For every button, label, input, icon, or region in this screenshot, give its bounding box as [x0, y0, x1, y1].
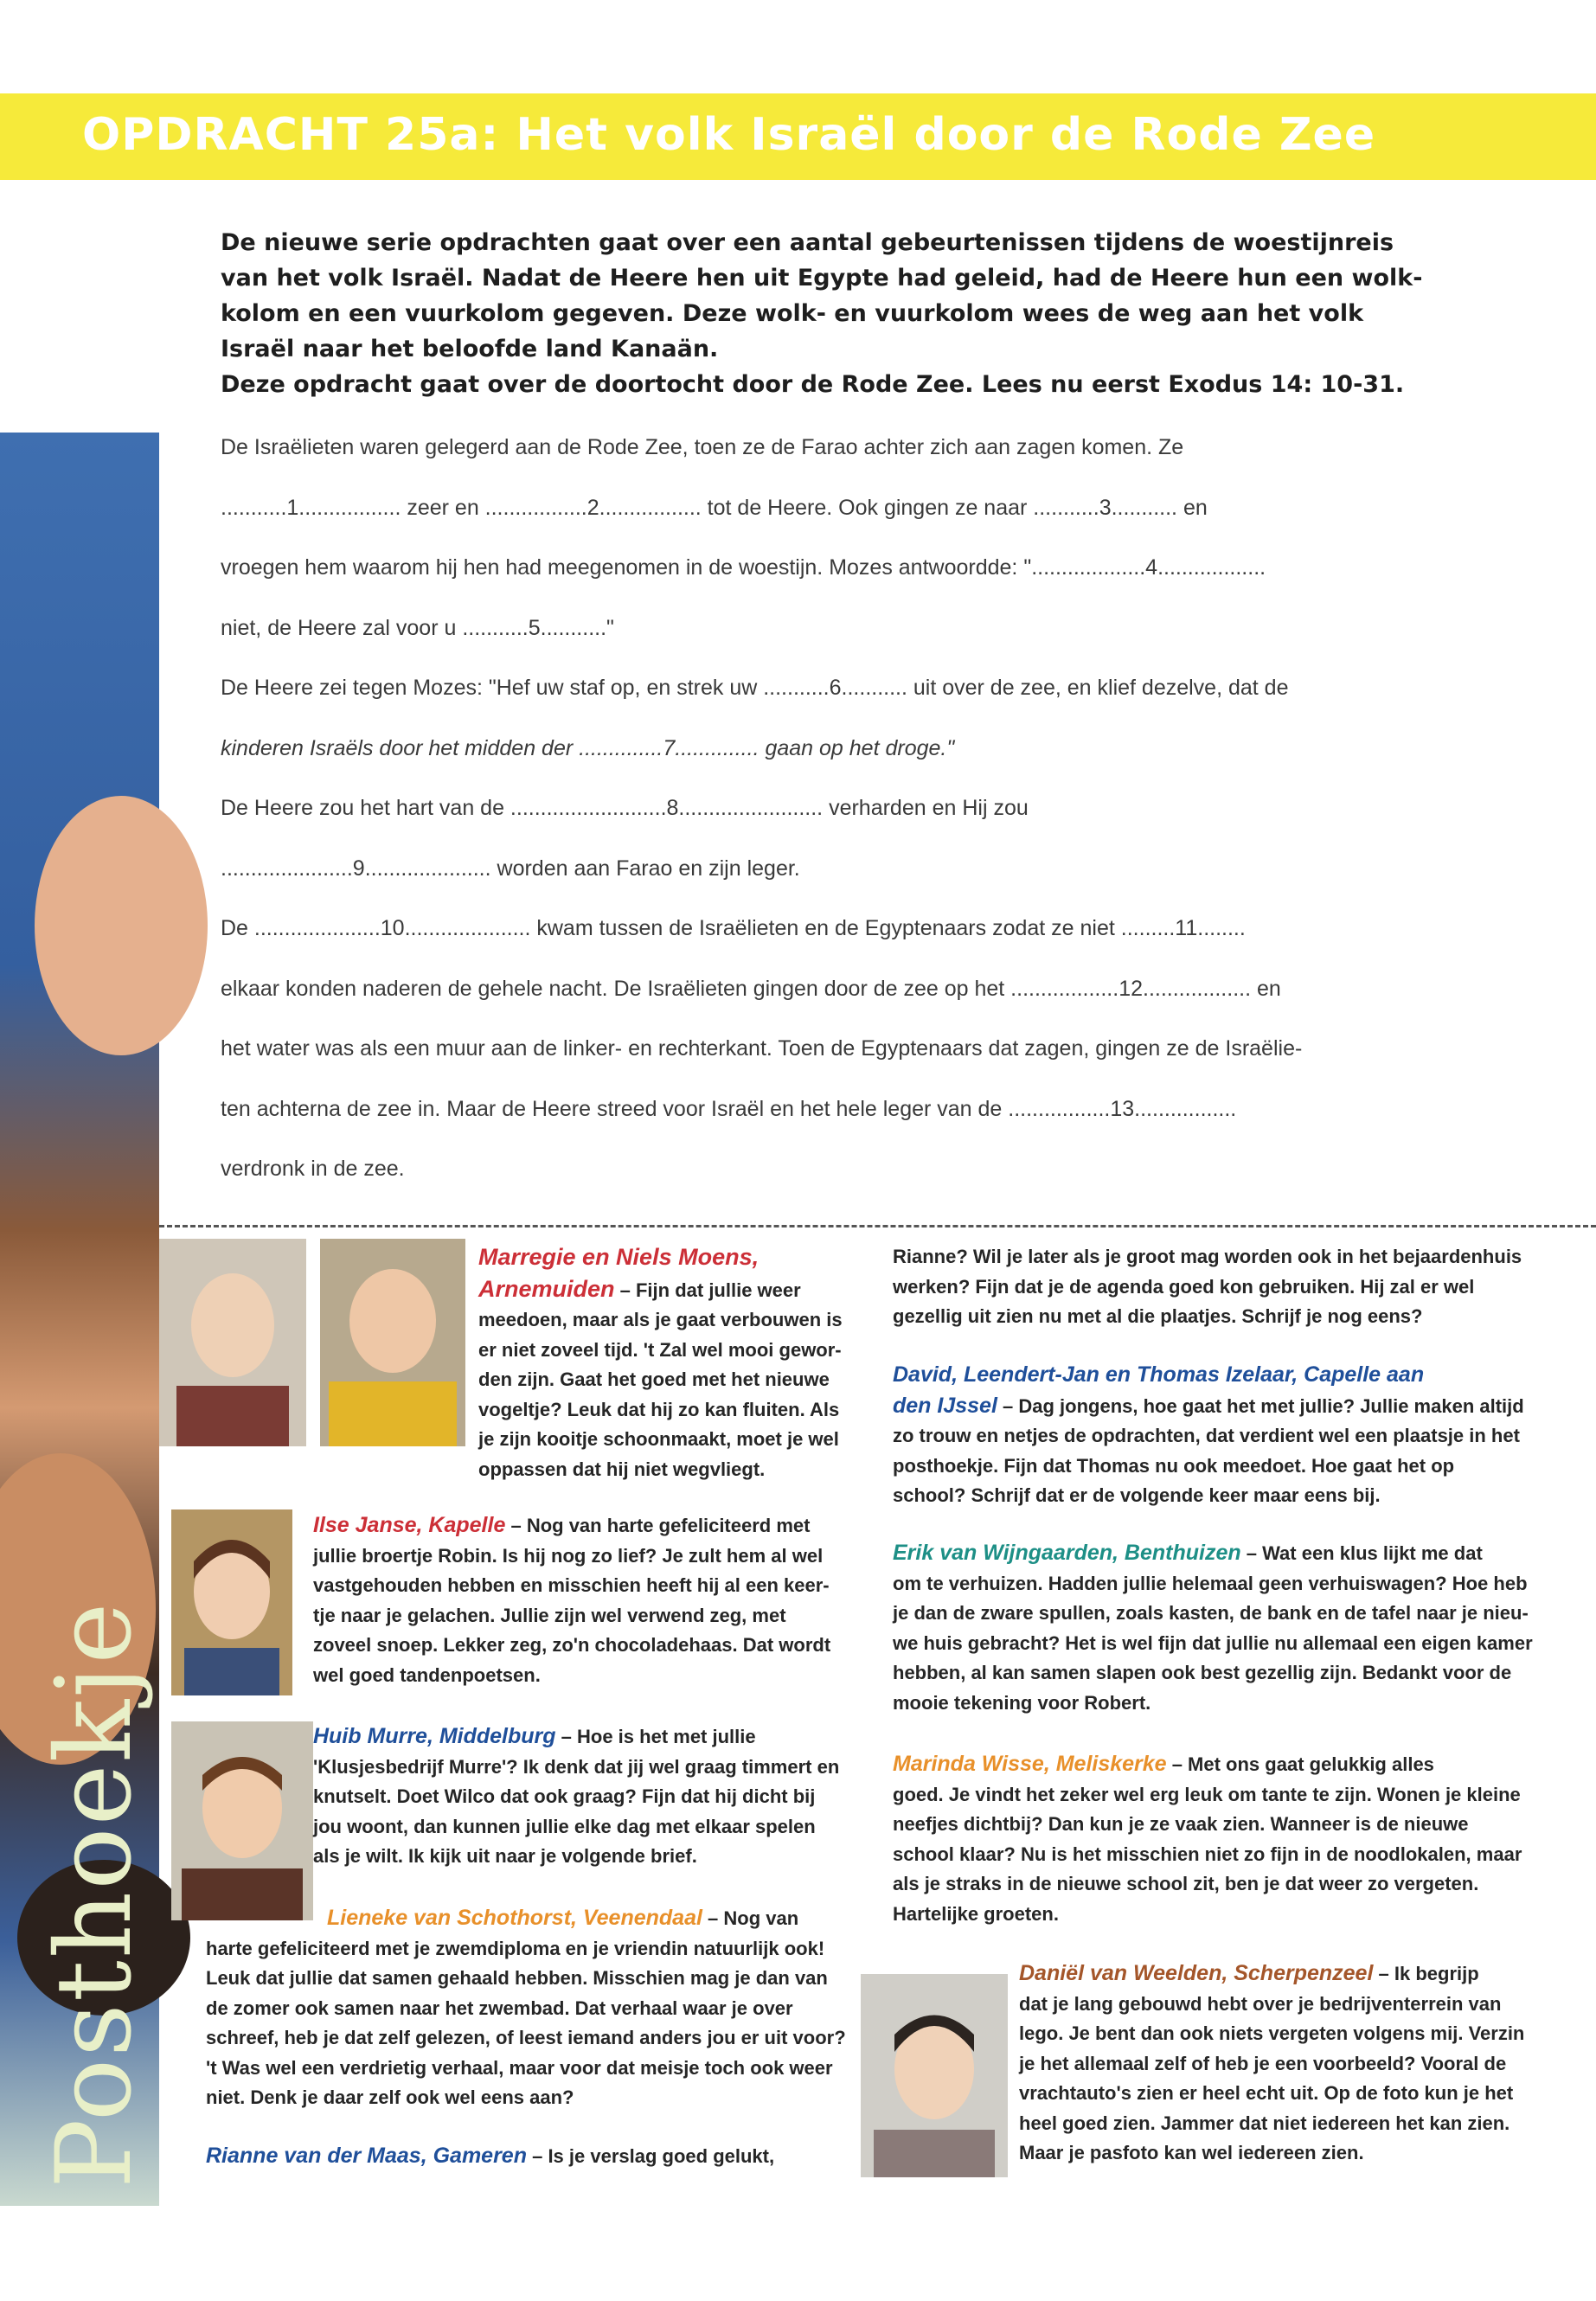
intro-line: Deze opdracht gaat over de doortocht door de Rode Zee. Lees nu eerst Exodus 14: 10-31.	[221, 371, 1405, 398]
letter-text: – Ik begrijp	[1373, 1963, 1479, 1984]
letter-line	[206, 1903, 863, 1934]
letter-line: hebben, al kan samen slapen ook best gezellig zijn. Bedankt voor de	[893, 1662, 1512, 1683]
letter-author: Erik van Wijngaarden, Benthuizen	[893, 1541, 1241, 1565]
letter-line: zo trouw en netjes de opdrachten, dat verdient wel een plaatsje in het	[893, 1425, 1520, 1446]
exercise-line: De Israëlieten waren gelegerd aan de Rode Zee, toen ze de Farao achter zich aan zagen komen. Ze	[221, 435, 1184, 459]
exercise-line: kinderen Israëls door het midden der ..............7.............. gaan op het droge."	[221, 735, 955, 760]
exercise-line: ten achterna de zee in. Maar de Heere streed voor Israël en het hele leger van de .................13.................	[221, 1096, 1237, 1121]
letter-text: – Dag jongens, hoe gaat het met jullie? Jullie maken altijd	[997, 1394, 1524, 1417]
letter-line: gezellig uit zien nu met al die plaatjes. Schrijf je nog eens?	[893, 1305, 1423, 1327]
letter-author: Rianne van der Maas, Gameren	[206, 2144, 527, 2168]
letter-author: den IJssel	[893, 1393, 997, 1418]
letter-text: – Fijn dat jullie weer	[614, 1279, 801, 1301]
letter-line: goed. Je vindt het zeker wel erg leuk om tante te zijn. Wonen je kleine	[893, 1783, 1521, 1805]
letter-line: oppassen dat hij niet wegvliegt.	[478, 1458, 766, 1480]
letter-line: mooie tekening voor Robert.	[893, 1691, 1151, 1714]
letter-line: school? Schrijf dat er de volgende keer maar eens bij.	[893, 1484, 1381, 1506]
letter-line: jou woont, dan kunnen jullie elke dag met elkaar spelen	[313, 1815, 816, 1837]
intro-line: De nieuwe serie opdrachten gaat over een aantal gebeurtenissen tijdens de woestijnreis	[221, 229, 1394, 256]
letter-line	[893, 1538, 1559, 1569]
letter-line: dat je lang gebouwd hebt over je bedrijventerrein van	[1019, 1992, 1502, 2015]
letter-line: knutselt. Doet Wilco dat ook graag? Fijn dat hij dicht bij	[313, 1785, 816, 1807]
letter-rianne-van-der-maas	[893, 1242, 1559, 1332]
letter-line	[206, 2141, 863, 2172]
letter-author: Marregie en Niels Moens,	[478, 1244, 760, 1270]
letter-line: als je wilt. Ik kijk uit naar je volgende brief.	[313, 1845, 697, 1867]
letter-line: je het allemaal zelf of heb je een voorbeeld? Vooral de	[1019, 2052, 1507, 2074]
exercise-line: het water was als een muur aan de linker- en rechterkant. Toen de Egyptenaars dat zagen, gingen ze de Israëlie-	[221, 1036, 1303, 1061]
letter-author: Huib Murre, Middelburg	[313, 1724, 556, 1748]
letter-line: je dan de zware spullen, zoals kasten, de bank en de tafel naar je nieu-	[893, 1602, 1529, 1624]
child-photo	[171, 1721, 313, 1920]
letter-line: 'Klusjesbedrijf Murre'? Ik denk dat jij wel graag timmert en	[313, 1755, 840, 1778]
letter-author: David, Leendert-Jan en Thomas Izelaar, Capelle aan	[893, 1362, 1425, 1387]
letter-text: – Nog van harte gefeliciteerd met	[505, 1515, 811, 1536]
exercise-line: De Heere zei tegen Mozes: "Hef uw staf op, en strek uw ...........6........... uit over de zee, en klief dezelve, dat de	[221, 676, 1289, 700]
letter-line	[313, 1510, 858, 1541]
letter-text: – Met ons gaat gelukkig alles	[1166, 1753, 1434, 1775]
exercise-line: elkaar konden naderen de gehele nacht. De Israëlieten gingen door de zee op het ..................12.................. en	[221, 976, 1281, 1001]
child-photo	[171, 1509, 292, 1695]
letter-line	[893, 1391, 1559, 1422]
letter-text: – Wat een klus lijkt me dat	[1240, 1542, 1483, 1564]
letter-line: harte gefeliciteerd met je zwemdiploma en je vriendin natuurlijk ook!	[206, 1937, 825, 1959]
letter-line: er niet zoveel tijd. 't Zal wel mooi gewor-	[478, 1338, 842, 1361]
child-photo	[320, 1239, 465, 1446]
letter-text: – Hoe is het met jullie	[555, 1726, 756, 1747]
letter-line: we huis gebracht? Het is wel fijn dat jullie nu allemaal een eigen kamer	[893, 1631, 1533, 1654]
letter-line: werken? Fijn dat je de agenda goed kon gebruiken. Hij zal er wel	[893, 1275, 1475, 1298]
child-photo	[159, 1239, 306, 1446]
letter-line	[893, 1749, 1559, 1780]
letter-marinda-wisse	[893, 1749, 1559, 1929]
letter-line: Hartelijke groeten.	[893, 1902, 1059, 1925]
letter-rianne-van-der-maas-start	[206, 2141, 863, 2172]
letter-izelaar	[893, 1360, 1559, 1511]
letter-line: vastgehouden hebben en misschien heeft hij al een keer-	[313, 1574, 830, 1596]
letter-line: wel goed tandenpoetsen.	[313, 1663, 541, 1686]
fill-in-exercise	[221, 426, 1501, 1208]
exercise-line: niet, de Heere zal voor u ...........5..........."	[221, 615, 614, 640]
letter-line: school klaar? Nu is het misschien niet zo fijn in de noodlokalen, maar	[893, 1843, 1522, 1865]
letter-line	[478, 1274, 859, 1306]
exercise-line: ......................9..................... worden aan Farao en zijn leger.	[221, 856, 800, 881]
letter-marregie-niels-moens	[478, 1242, 859, 1484]
letter-line: vrachtauto's zien er heel echt uit. Op de foto kun je het	[1019, 2082, 1514, 2104]
intro-line: Israël naar het beloofde land Kanaän.	[221, 336, 719, 362]
exercise-line: verdronk in de zee.	[221, 1157, 405, 1181]
letter-line: neefjes dichtbij? Dan kun je ze vaak zien. Wanneer is de nieuwe	[893, 1813, 1469, 1835]
letter-author: Arnemuiden	[478, 1275, 615, 1302]
letter-line: 't Was wel een verdrietig verhaal, maar voor dat meisje toch ook weer	[206, 2056, 833, 2079]
exercise-line: De Heere zou het hart van de ..........................8........................ verharden en Hij zou	[221, 796, 1029, 820]
child-photo	[861, 1974, 1008, 2177]
exercise-line: De .....................10..................... kwam tussen de Israëlieten en de Egyptenaars zodat ze niet .........11........	[221, 916, 1246, 940]
letter-line: tje naar je gelachen. Jullie zijn wel verwend zeg, met	[313, 1604, 786, 1626]
letter-line: posthoekje. Fijn dat Thomas nu ook meedoet. Hoe gaat het op	[893, 1454, 1455, 1477]
dashed-cut-line	[159, 1225, 1596, 1227]
intro-text	[221, 225, 1492, 402]
exercise-line: vroegen hem waarom hij hen had meegenomen in de woestijn. Mozes antwoordde: "...................4..................	[221, 555, 1266, 580]
letter-line: den zijn. Gaat het goed met het nieuwe	[478, 1368, 830, 1390]
title-banner	[0, 93, 1596, 180]
letter-line: lego. Je bent dan ook niets vergeten volgens mij. Verzin	[1019, 2022, 1525, 2044]
letter-line: schreef, heb je dat zelf gelezen, of leest iemand anders jou er uit voor?	[206, 2027, 846, 2048]
intro-line: kolom en een vuurkolom gegeven. Deze wolk- en vuurkolom wees de weg aan het volk	[221, 300, 1364, 327]
letter-line: de zomer ook samen naar het zwembad. Dat verhaal waar je over	[206, 1997, 793, 2019]
letter-erik-van-wijngaarden	[893, 1538, 1559, 1718]
strip-face-photo	[35, 796, 208, 1055]
letter-line	[1019, 1958, 1555, 1990]
intro-line: van het volk Israël. Nadat de Heere hen uit Egypte had geleid, had de Heere hun een wolk-	[221, 265, 1423, 292]
letter-line: je zijn kooitje schoonmaakt, moet je wel	[478, 1428, 839, 1450]
posthoekje-label: Posthoekje	[35, 1600, 155, 2189]
letter-text: – Is je verslag goed gelukt,	[526, 2145, 775, 2167]
letter-text: – Nog van	[702, 1907, 799, 1929]
letter-line	[893, 1360, 1559, 1391]
letter-line: heel goed zien. Jammer dat niet iedereen het kan zien.	[1019, 2112, 1510, 2134]
letter-line	[313, 1721, 858, 1753]
letter-line: Maar je pasfoto kan wel iedereen zien.	[1019, 2142, 1364, 2163]
letter-author: Daniël van Weelden, Scherpenzeel	[1019, 1961, 1374, 1985]
letter-line: meedoen, maar als je gaat verbouwen is	[478, 1309, 843, 1330]
letter-line: niet. Denk je daar zelf ook wel eens aan?	[206, 2086, 574, 2108]
letter-line: Rianne? Wil je later als je groot mag worden ook in het bejaardenhuis	[893, 1246, 1522, 1267]
letter-daniel-van-weelden	[1019, 1958, 1555, 2169]
letter-author: Ilse Janse, Kapelle	[313, 1513, 506, 1537]
letter-author: Lieneke van Schothorst, Veenendaal	[327, 1906, 702, 1930]
letter-line: jullie broertje Robin. Is hij nog zo lief? Je zult hem al wel	[313, 1544, 824, 1567]
letter-line: om te verhuizen. Hadden jullie helemaal geen verhuiswagen? Hoe heb	[893, 1572, 1528, 1594]
letter-lieneke-van-schothorst	[206, 1903, 863, 2113]
letter-line: vogeltje? Leuk dat hij zo kan fluiten. Als	[478, 1398, 840, 1420]
letter-author: Marinda Wisse, Meliskerke	[893, 1752, 1167, 1776]
page-title: OPDRACHT 25a: Het volk Israël door de Rode Zee	[82, 109, 1376, 161]
exercise-line: ...........1................. zeer en .................2................. tot de Heere. Ook gingen ze naar ...........3........... en	[221, 495, 1208, 520]
letter-ilse-janse	[313, 1510, 858, 1690]
letter-line: zoveel snoep. Lekker zeg, zo'n chocoladehaas. Dat wordt	[313, 1634, 831, 1656]
letter-line: Leuk dat jullie dat samen gehaald hebben. Misschien mag je dan van	[206, 1967, 828, 1989]
letter-huib-murre	[313, 1721, 858, 1872]
letter-line: als je straks in de nieuwe school zit, ben je dat weer zo vergeten.	[893, 1873, 1479, 1894]
